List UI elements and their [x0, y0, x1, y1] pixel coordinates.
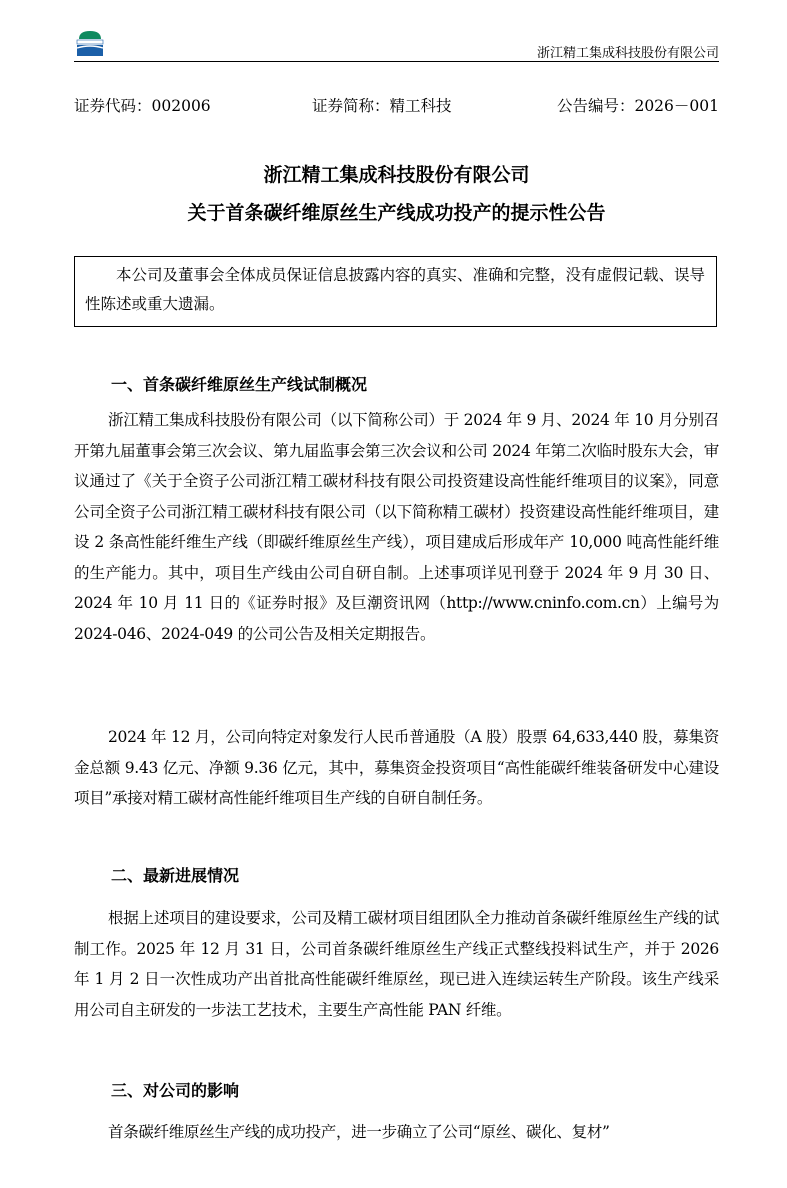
security-short-name: 证券简称：精工科技: [312, 97, 452, 115]
disclaimer-box: 本公司及董事会全体成员保证信息披露内容的真实、准确和完整，没有虚假记载、误导性陈述或重大遗漏。: [74, 256, 717, 327]
section-2-paragraph-1: 根据上述项目的建设要求，公司及精工碳材项目组团队全力推动首条碳纤维原丝生产线的试制工作。2025 年 12 月 31 日，公司首条碳纤维原丝生产线正式整线投料试生产，并于 2026 年 1 月 2 日一次性成功产出首批高性能碳纤维原丝，现已进入连续运转生产阶段。该生产线采用公司自主研发的一步法工艺技术，主要生产高性能 PAN 纤维。: [74, 909, 719, 1019]
section-heading-1: 一、首条碳纤维原丝生产线试制概况: [111, 375, 368, 394]
title-subject: 关于首条碳纤维原丝生产线成功投产的提示性公告: [187, 202, 606, 224]
notice-number: 公告编号：2026－001: [556, 97, 719, 115]
security-info-row: [74, 94, 719, 118]
section-heading-3: 三、对公司的影响: [111, 1081, 240, 1100]
header-company-name: 浙江精工集成科技股份有限公司: [536, 46, 719, 61]
section-3-paragraph-1: 首条碳纤维原丝生产线的成功投产，进一步确立了公司“原丝、碳化、复材”: [108, 1123, 610, 1141]
title-company: 浙江精工集成科技股份有限公司: [263, 164, 530, 186]
page-header: [74, 28, 719, 64]
section-heading-2: 二、最新进展情况: [111, 866, 240, 885]
security-code: 证券代码：002006: [74, 97, 211, 115]
section-1-paragraph-2: 2024 年 12 月，公司向特定对象发行人民币普通股（A 股）股票 64,633,440 股，募集资金总额 9.43 亿元、净额 9.36 亿元，其中，募集资金投资项目“高性能碳纤维装备研发中心建设项目”承接对精工碳材高性能纤维项目生产线的自研自制任务。: [74, 728, 719, 807]
section-1-paragraph-1: 浙江精工集成科技股份有限公司（以下简称公司）于 2024 年 9 月、2024 年 10 月分别召开第九届董事会第三次会议、第九届监事会第三次会议和公司 2024 年第二次临时股东大会，审议通过了《关于全资子公司浙江精工碳材科技有限公司投资建设高性能纤维项目的议案》，同意公司全资子公司浙江精工碳材科技有限公司（以下简称精工碳材）投资建设高性能纤维项目，建设 2 条高性能纤维生产线（即碳纤维原丝生产线），项目建成后形成年产 10,000 吨高性能纤维的生产能力。其中，项目生产线由公司自研自制。上述事项详见刊登于 2024 年 9 月 30 日、2024 年 10 月 11 日的《证券时报》及巨潮资讯网（http://www.cninfo.com.cn）上编号为 2024-046、2024-049 的公司公告及相关定期报告。: [74, 411, 719, 643]
header-divider: [74, 61, 719, 62]
company-logo-icon: [76, 30, 104, 57]
